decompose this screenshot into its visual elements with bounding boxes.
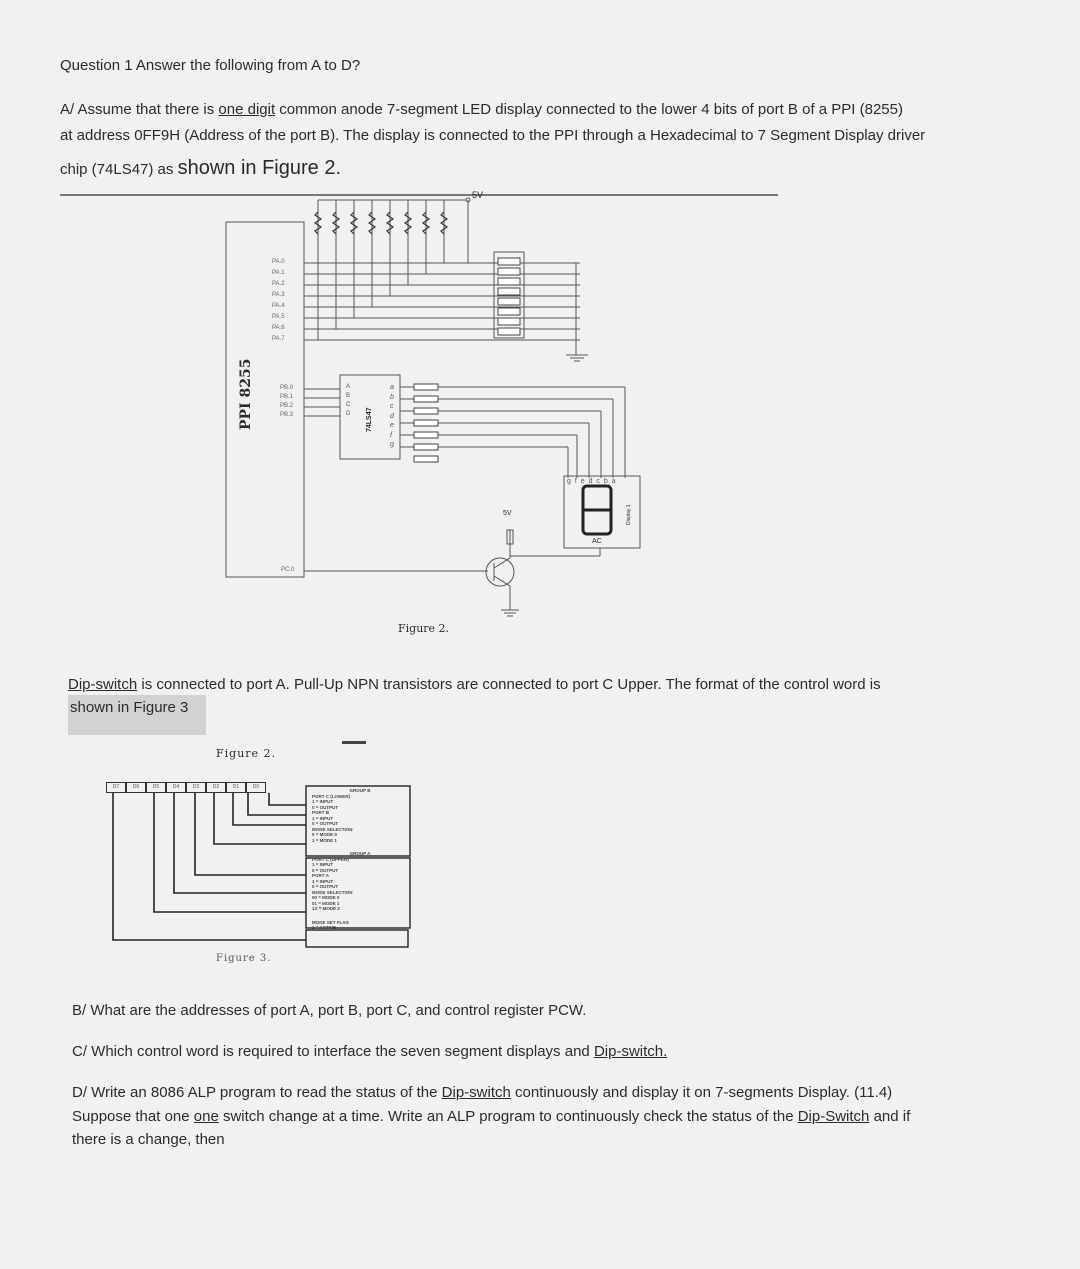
desc-line: PORT A — [312, 873, 329, 878]
part-d-text: continuously and display it on 7-segments Display. (11.4) — [510, 1084, 893, 1101]
bit-cell: D3 — [186, 782, 206, 793]
bit-cell: D4 — [166, 782, 186, 793]
desc-line: MODE SELECTION — [312, 889, 353, 895]
supply-5v-label: 5V — [472, 190, 484, 200]
part-c-text: C/ Which control word is required to interface the seven segment displays and — [72, 1043, 594, 1060]
pa-pin: PA.2 — [272, 281, 285, 287]
desc-line: 1 = INPUT — [312, 799, 334, 804]
desc-line: 0 = OUTPUT — [312, 821, 339, 826]
desc-line: 1 = MODE 1 — [312, 837, 337, 843]
bit-cell: D2 — [206, 782, 226, 793]
desc-line: 1 = INPUT — [312, 878, 334, 884]
dip-line1 — [68, 673, 881, 697]
pc-pin: PC.0 — [281, 567, 295, 573]
pa-pin: PA.7 — [272, 336, 285, 342]
part-d-line2 — [72, 1105, 910, 1129]
figure3-top-caption: Figure 2. — [216, 747, 277, 760]
segment-pin-labels: g f e d c b a — [567, 478, 617, 485]
desc-line: MODE SET FLAG — [312, 919, 349, 925]
desc-line: GROUP B — [349, 788, 371, 793]
part-a-line2: at address 0FF9H (Address of the port B). The display is connected to the PPI through a Hexadecimal to 7 Segment Display driver — [60, 127, 926, 144]
display-label: Display 1 — [626, 504, 632, 525]
display-digit — [583, 474, 584, 476]
bit-cell: D5 — [146, 782, 166, 793]
desc-line: PORT C (LOWER) — [312, 793, 350, 799]
chip-inputs — [346, 383, 350, 419]
desc-line: 0 = OUTPUT — [312, 884, 339, 889]
pb-pin: PB.3 — [280, 412, 294, 418]
part-d-text: and if — [869, 1108, 911, 1125]
desc-line: 1 = INPUT — [312, 862, 334, 867]
one-link: one — [193, 1108, 219, 1125]
desc-line: 01 = MODE 1 — [312, 900, 340, 906]
part-d-text: switch change at a time. Write an ALP program to continuously check the status of the — [218, 1108, 798, 1125]
chip-output: d — [390, 412, 394, 420]
chip-input: D — [346, 411, 351, 417]
display-digit-segments — [583, 486, 611, 534]
desc-line: MODE SELECTION — [312, 826, 353, 832]
part-a-text: A/ Assume that there is — [60, 101, 219, 118]
desc-line: 1 = INPUT — [312, 815, 334, 821]
bit-cell: D7 — [106, 782, 126, 793]
desc-line: 1X = MODE 2 — [312, 906, 340, 911]
chip-output: f — [390, 431, 392, 439]
chip-output: b — [390, 393, 394, 401]
ac-label: AC — [592, 538, 602, 545]
pb-pin: PB.2 — [280, 403, 294, 409]
ppi-label: PPI 8255 — [238, 358, 254, 430]
pullup-resistors — [315, 212, 447, 234]
dip-switch-link: Dip-switch — [441, 1084, 511, 1101]
dip-text: is connected to port A. Pull-Up NPN transistors are connected to port C Upper. The format of the control word is — [137, 676, 881, 693]
dip-switch-link: Dip-switch — [68, 676, 138, 693]
chip-outputs — [390, 383, 394, 450]
bit-cell: D6 — [126, 782, 146, 793]
pb-pin-list — [280, 384, 293, 420]
pa-pin: PA.3 — [272, 292, 285, 298]
pa-pin: PA.5 — [272, 314, 285, 320]
desc-line: PORT C (UPPER) — [312, 856, 349, 862]
desc-line: 0 = OUTPUT — [312, 867, 339, 873]
pa-pin: PA.0 — [272, 259, 285, 265]
pa-pin-list — [272, 257, 285, 345]
figure2-caption: Figure 2. — [398, 622, 450, 635]
dip-switch-link: Dip-Switch — [797, 1108, 870, 1125]
chip-output: c — [390, 403, 394, 410]
dip-switch-link: Dip-switch. — [593, 1043, 668, 1060]
desc-line: 00 = MODE 0 — [312, 895, 340, 900]
part-d-text: Suppose that one — [72, 1108, 194, 1125]
pa-pin: PA.1 — [272, 270, 285, 276]
pa-pin: PA.6 — [272, 325, 285, 331]
bit-cell: D0 — [246, 782, 266, 793]
part-d-line3: there is a change, then — [72, 1131, 225, 1148]
part-a-text: chip (74LS47) as — [60, 161, 178, 178]
part-a-text: common anode 7-segment LED display connected to the lower 4 bits of port B of a PPI (8255) — [275, 101, 903, 118]
part-d-line1 — [72, 1081, 892, 1105]
pb-pin: PB.0 — [280, 385, 294, 391]
chip-output: g — [390, 441, 394, 448]
bit-cell: D1 — [226, 782, 246, 793]
control-word-descriptions — [312, 788, 408, 931]
dash-mark — [342, 741, 366, 744]
figure-reference: shown in Figure 2. — [177, 157, 341, 179]
chip-output: a — [390, 384, 394, 391]
chip-label: 74LS47 — [366, 407, 373, 432]
chip-input: B — [346, 393, 351, 399]
pb-pin: PB.1 — [280, 394, 294, 400]
dip-line2: shown in Figure 3 — [70, 699, 189, 716]
chip-output: e — [390, 422, 394, 429]
desc-line: PORT B — [312, 810, 330, 815]
part-c — [72, 1040, 667, 1064]
npn-transistor — [486, 558, 514, 586]
pa-pin: PA.4 — [272, 303, 285, 309]
control-word-bits — [106, 782, 266, 793]
transistor-5v-label: 5V — [503, 510, 512, 517]
part-b: B/ What are the addresses of port A, port B, port C, and control register PCW. — [72, 1002, 587, 1019]
desc-line: 0 = MODE 0 — [312, 832, 337, 837]
desc-line: 1 = ACTIVE — [312, 925, 336, 930]
segment-resistors — [414, 384, 438, 462]
chip-input: A — [346, 384, 351, 390]
part-d-text: D/ Write an 8086 ALP program to read the status of the — [72, 1084, 442, 1101]
one-digit-link: one digit — [218, 101, 276, 118]
chip-input: C — [346, 402, 351, 408]
desc-line: 0 = OUTPUT — [312, 804, 339, 810]
question-heading: Question 1 Answer the following from A to D? — [60, 57, 361, 74]
desc-line: GROUP A — [349, 851, 371, 856]
figure3-caption: Figure 3. — [216, 953, 272, 964]
